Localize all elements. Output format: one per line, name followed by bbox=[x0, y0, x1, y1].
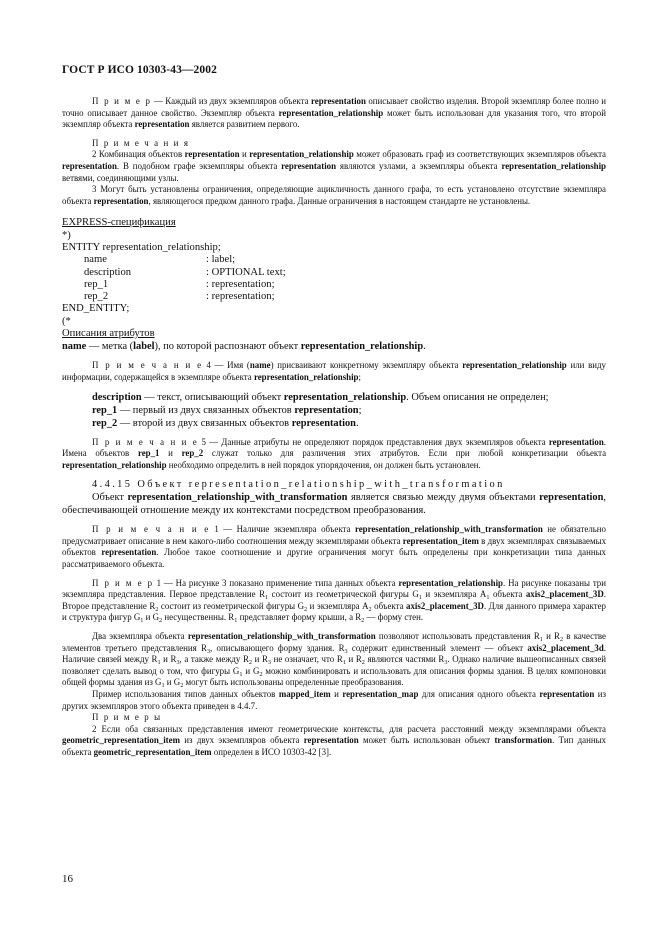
section-intro: Объект representation_relationship_with_transformation является связью между двумя объектами representation, обеспечивающей отношение между их контекстами посредством преобразования. bbox=[62, 492, 606, 517]
attr-description-line: description — текст, описывающий объект representation_relationship. Объем описания не определен; bbox=[92, 391, 549, 403]
express-title: EXPRESS-спецификация bbox=[62, 217, 176, 229]
examples-heading: П р и м е р ы bbox=[92, 712, 162, 723]
attr-row: description : OPTIONAL text; bbox=[84, 266, 286, 278]
paragraph-two-instances: Два экземпляра объекта representation_relationship_with_transformation позволяют использовать представления $R_1$ и $R_2$ в качестве элементов третьего представления $R_3$, описывающего форму здания. $R_3$ содержит единственный элемент — объект axis2_placement_3d. Наличие связей между $R_1$ и $R_3$, а также между $R_2$ и $R_3$ не означает, что $R_1$ и $R_2$ являются частями $R_3$. Однако наличие вышеописанных связей позволяет сделать вывод о том, что фигуры $G_1$ и $G_2$ можно комбинировать и использовать для описания формы здания. В целях компоновки общей формы здания из $G_1$ и $G_2$ могут быть использованы определенные преобразования. bbox=[62, 631, 607, 690]
note-1: П р и м е ч а н и е 1 — Наличие экземпляра объекта representation_relationship_with_transformation не обязательно предусматривает описание в нем какого-либо соотношения между экземплярами объекта representation_item в двух экземплярах связываемых объектов representation. Любое такое соотношение и другие ограничения могут быть определены при конкретизации типа данных рассматриваемого объекта. bbox=[62, 524, 607, 570]
attr-row: rep_2 : representation; bbox=[84, 291, 275, 303]
entity-declaration: ENTITY representation_relationship; bbox=[62, 241, 221, 253]
paragraph-mapped-item: Пример использования типов данных объектов mapped_item и representation_map для описания одного объекта representation из других экземпляров этого объекта приведен в 4.4.7. bbox=[62, 689, 607, 711]
document-page bbox=[62, 64, 606, 759]
note-3: 3 Могут быть установлены ограничения, определяющие ацикличность данного графа, то есть установлено отсутствие экземпляра объекта representation, являющегося предком данного графа. Данные ограничения в настоящем стандарте не установлены. bbox=[62, 184, 606, 206]
attr-name-line: name — метка (label), по которой распознают объект representation_relationship. bbox=[62, 341, 426, 353]
note-4: П р и м е ч а н и е 4 — Имя (name) присваивают конкретному экземпляру объекта representation_relationship или виду информации, содержащейся в экземпляре объекта representation_relationship; bbox=[62, 360, 606, 382]
attr-rep2-line: rep_2 — второй из двух связанных объектов representation. bbox=[92, 417, 359, 429]
attr-row: rep_1 : representation; bbox=[84, 278, 275, 290]
entity-end: END_ENTITY; bbox=[62, 303, 130, 315]
note-2: 2 Комбинация объектов representation и representation_relationship может образовать граф из соответствующих экземпляров объекта representation. В подобном графе экземпляры объекта representation являются узлами, а экземпляры объекта representation_relationship ветвями, соединяющими узлы. bbox=[62, 149, 606, 183]
example-1: П р и м е р 1 — На рисунке 3 показано применение типа данных объекта representation_relationship. На рисунке показаны три экземпляра представления. Первое представление $R_1$ состоит из геометрической фигуры $G_1$ и экземпляра $A_1$ объекта axis2_placement_3D. Второе представление $R_2$ состоит из геометрической фигуры $G_2$ и экземпляра $A_2$ объекта axis2_placement_3D. Для данного примера характер и структура фигур $G_1$ и $G_2$ несущественны. $R_1$ представляет форму крыши, а $R_2$ — форму стен. bbox=[62, 577, 606, 625]
attr-desc-title: Описания атрибутов bbox=[62, 328, 155, 340]
section-heading: 4.4.15 Объект representation_relationship_with_transformation bbox=[92, 479, 505, 491]
attr-rep1-line: rep_1 — первый из двух связанных объектов representation; bbox=[92, 404, 362, 416]
express-specification: EXPRESS-спецификация *) ENTITY representation_relationship; name : label; description : OPTIONAL text; rep_1 : representation; rep_2 : representation; END_ENTITY; (* Описания атрибутов bbox=[62, 217, 606, 340]
standard-header: ГОСТ Р ИСО 10303-43—2002 bbox=[62, 64, 217, 76]
notes-heading: П р и м е ч а н и я bbox=[92, 137, 190, 148]
page-number: 16 bbox=[62, 873, 73, 885]
attr-row: name : label; bbox=[84, 254, 236, 266]
example-2: 2 Если оба связанных представления имеют геометрические контексты, для расчета расстояний между экземплярами объекта geometric_representation_item из двух экземпляров объекта representation может быть использован объект transformation. Тип данных объекта geometric_representation_item определен в ИСО 10303-42 [3]. bbox=[62, 723, 606, 757]
example-paragraph: П р и м е р — Каждый из двух экземпляров объекта representation описывает свойство изделия. Второй экземпляр более полно и точно описывает данное свойство. Экземпляр объекта representation_relationship может быть использован для указания того, что второй экземпляр объекта representation является развитием первого. bbox=[62, 96, 607, 130]
note-5: П р и м е ч а н и е 5 — Данные атрибуты не определяют порядок представления двух экземпляров объекта representation. Имена объектов rep_1 и rep_2 служат только для различения этих атрибутов. Если при любой конкретизации объекта representation_relationship необходимо определить в ней порядок упорядочения, он должен быть установлен. bbox=[62, 436, 607, 470]
